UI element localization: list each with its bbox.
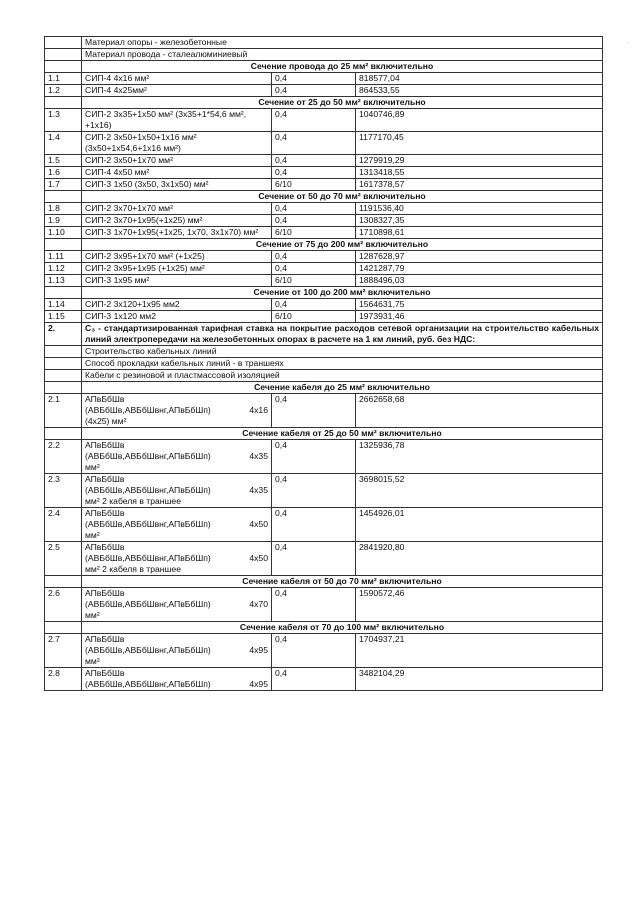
document-page	[44, 36, 602, 691]
cable-variant-line	[85, 485, 268, 496]
wire-name: СИП-2 3х50+1х50+1х16 мм² (3х50+1х54,6+1х16 мм²)	[82, 132, 272, 155]
voltage-value: 0,4	[272, 394, 356, 428]
table-row	[45, 179, 603, 191]
empty-cell	[45, 346, 82, 358]
cable-unit-line: мм²	[85, 610, 100, 620]
wire-name: СИП-2 3х35+1х50 мм² (3х35+1*54,6 мм², +1х16)	[82, 109, 272, 132]
cable-size: 4х35	[249, 485, 268, 495]
row-number: 1.9	[45, 215, 82, 227]
row-number: 1.1	[45, 73, 82, 85]
wire-name: СИП-3 1х50 (3х50, 3х1х50) мм²	[82, 179, 272, 191]
section-title: Сечение от 25 до 50 мм² включительно	[82, 97, 603, 109]
section-header-row	[45, 61, 603, 73]
section-label: Способ прокладки кабельных линий - в траншеях	[82, 358, 603, 370]
section-title: Сечение от 100 до 200 мм² включительно	[82, 287, 603, 299]
table-row	[45, 508, 603, 542]
page-edge-mark: ·	[627, 40, 630, 47]
section-title: Сечение кабеля от 50 до 70 мм² включительно	[82, 576, 603, 588]
voltage-value: 0,4	[272, 588, 356, 622]
rate-value: 1279919,29	[356, 155, 603, 167]
rate-value: 1704937,21	[356, 634, 603, 668]
cable-variants: (АВБбШв,АВБбШвнг,АПвБбШп)	[85, 485, 211, 495]
section-description: С₃ - стандартизированная тарифная ставка на покрытие расходов сетевой организации на строительство кабельных линий электропередачи на железобетонных опорах в расчете на 1 км линий, руб. без НДС:	[82, 323, 603, 346]
cable-size: 4х50	[249, 553, 268, 563]
voltage-value: 0,4	[272, 132, 356, 155]
table-row	[45, 251, 603, 263]
empty-cell	[45, 239, 82, 251]
cable-size: 4х35	[249, 451, 268, 461]
voltage-value: 6/10	[272, 179, 356, 191]
rate-value: 2662658,68	[356, 394, 603, 428]
row-number: 1.11	[45, 251, 82, 263]
section2-row	[45, 323, 603, 346]
table-row	[45, 73, 603, 85]
rate-value: 1710898,61	[356, 227, 603, 239]
header-row	[45, 37, 603, 49]
rate-value: 1617378,57	[356, 179, 603, 191]
table-row	[45, 85, 603, 97]
voltage-value: 0,4	[272, 203, 356, 215]
table-row	[45, 215, 603, 227]
tariff-table-body	[45, 37, 603, 691]
table-row	[45, 275, 603, 287]
table-row	[45, 588, 603, 622]
wire-name: СИП-4 4х16 мм²	[82, 73, 272, 85]
voltage-value: 0,4	[272, 440, 356, 474]
cable-name	[82, 474, 272, 508]
label-row	[45, 370, 603, 382]
row-number: 1.3	[45, 109, 82, 132]
wire-name: СИП-4 4х50 мм²	[82, 167, 272, 179]
empty-cell	[45, 358, 82, 370]
rate-value: 1177170,45	[356, 132, 603, 155]
wire-name: СИП-3 1х95 мм²	[82, 275, 272, 287]
wire-name: СИП-2 3х95+1х70 мм² (+1х25)	[82, 251, 272, 263]
voltage-value: 0,4	[272, 155, 356, 167]
rate-value: 2841920,80	[356, 542, 603, 576]
cable-variants: (АВБбШв,АВБбШвнг,АПвБбШп)	[85, 553, 211, 563]
rate-value: 1888496,03	[356, 275, 603, 287]
cable-size: 4х95	[249, 679, 268, 689]
empty-cell	[45, 576, 82, 588]
table-row	[45, 474, 603, 508]
cable-variants: (АВБбШв,АВБбШвнг,АПвБбШп)	[85, 679, 211, 689]
voltage-value: 0,4	[272, 85, 356, 97]
empty-cell	[45, 382, 82, 394]
row-number: 2.7	[45, 634, 82, 668]
row-number: 1.8	[45, 203, 82, 215]
table-row	[45, 132, 603, 155]
voltage-value: 0,4	[272, 299, 356, 311]
section-title: Сечение от 50 до 70 мм² включительно	[82, 191, 603, 203]
cable-variant-line	[85, 679, 268, 690]
cable-variant-line	[85, 405, 268, 416]
table-row	[45, 227, 603, 239]
section-header-row	[45, 622, 603, 634]
empty-cell	[45, 370, 82, 382]
section-title: Сечение кабеля от 25 до 50 мм² включительно	[82, 428, 603, 440]
wire-name: СИП-4 4х25мм²	[82, 85, 272, 97]
rate-value: 3698015,52	[356, 474, 603, 508]
row-number: 2.2	[45, 440, 82, 474]
wire-name: СИП-2 3х70+1х70 мм²	[82, 203, 272, 215]
cable-brand: АПвБбШв	[85, 542, 125, 552]
rate-value: 1313418,55	[356, 167, 603, 179]
section-title: Сечение кабеля от 70 до 100 мм² включительно	[82, 622, 603, 634]
row-number: 2.5	[45, 542, 82, 576]
rate-value: 1590572,46	[356, 588, 603, 622]
cable-unit-line: мм²	[85, 656, 100, 666]
voltage-value: 0,4	[272, 474, 356, 508]
voltage-value: 0,4	[272, 634, 356, 668]
cable-variant-line	[85, 553, 268, 564]
table-row	[45, 263, 603, 275]
cable-name	[82, 634, 272, 668]
voltage-value: 0,4	[272, 73, 356, 85]
empty-cell	[45, 622, 82, 634]
cable-variants: (АВБбШв,АВБбШвнг,АПвБбШп)	[85, 405, 211, 415]
section-title: Сечение провода до 25 мм² включительно	[82, 61, 603, 73]
row-number: 2.4	[45, 508, 82, 542]
wire-name: СИП-3 1х120 мм2	[82, 311, 272, 323]
voltage-value: 0,4	[272, 668, 356, 691]
table-row	[45, 167, 603, 179]
rate-value: 1040746,89	[356, 109, 603, 132]
cable-brand: АПвБбШв	[85, 588, 125, 598]
cable-variants: (АВБбШв,АВБбШвнг,АПвБбШп)	[85, 451, 211, 461]
row-number: 1.7	[45, 179, 82, 191]
row-number: 1.5	[45, 155, 82, 167]
cable-variant-line	[85, 599, 268, 610]
table-row	[45, 155, 603, 167]
table-row	[45, 634, 603, 668]
table-row	[45, 311, 603, 323]
voltage-value: 6/10	[272, 311, 356, 323]
empty-cell	[45, 61, 82, 73]
cable-unit-line: мм² 2 кабеля в траншее	[85, 496, 181, 506]
header-row	[45, 49, 603, 61]
header-label: Материал опоры - железобетонные	[82, 37, 603, 49]
cable-size: 4х70	[249, 599, 268, 609]
voltage-value: 6/10	[272, 275, 356, 287]
table-row	[45, 109, 603, 132]
empty-cell	[45, 97, 82, 109]
rate-value: 1421287,79	[356, 263, 603, 275]
voltage-value: 0,4	[272, 215, 356, 227]
table-row	[45, 668, 603, 691]
cable-name	[82, 588, 272, 622]
section-label: Строительство кабельных линий	[82, 346, 603, 358]
rate-value: 818577,04	[356, 73, 603, 85]
cable-variants: (АВБбШв,АВБбШвнг,АПвБбШп)	[85, 519, 211, 529]
cable-brand: АПвБбШв	[85, 634, 125, 644]
row-number: 1.12	[45, 263, 82, 275]
header-label: Материал провода - сталеалюминиевый	[82, 49, 603, 61]
row-number: 1.13	[45, 275, 82, 287]
rate-value: 1308327,35	[356, 215, 603, 227]
row-number: 1.14	[45, 299, 82, 311]
empty-cell	[45, 49, 82, 61]
cable-brand: АПвБбШв	[85, 508, 125, 518]
empty-cell	[45, 287, 82, 299]
cable-variant-line	[85, 645, 268, 656]
cable-brand: АПвБбШв	[85, 440, 125, 450]
row-number: 2.8	[45, 668, 82, 691]
label-row	[45, 358, 603, 370]
voltage-value: 0,4	[272, 167, 356, 179]
cable-name	[82, 508, 272, 542]
table-row	[45, 440, 603, 474]
rate-value: 1191536,40	[356, 203, 603, 215]
rate-value: 1564631,75	[356, 299, 603, 311]
cable-name	[82, 542, 272, 576]
section-header-row	[45, 428, 603, 440]
empty-cell	[45, 191, 82, 203]
voltage-value: 6/10	[272, 227, 356, 239]
section-header-row	[45, 382, 603, 394]
section-title: Сечение от 75 до 200 мм² включительно	[82, 239, 603, 251]
table-row	[45, 394, 603, 428]
section-header-row	[45, 287, 603, 299]
cable-name	[82, 394, 272, 428]
row-number: 1.15	[45, 311, 82, 323]
wire-name: СИП-2 3х70+1х95(+1х25) мм²	[82, 215, 272, 227]
rate-value: 864533,55	[356, 85, 603, 97]
cable-size: 4х50	[249, 519, 268, 529]
rate-value: 1325936,78	[356, 440, 603, 474]
cable-size: 4х95	[249, 645, 268, 655]
empty-cell	[45, 428, 82, 440]
row-number: 1.10	[45, 227, 82, 239]
voltage-value: 0,4	[272, 508, 356, 542]
section-label: Кабели с резиновой и пластмассовой изоляцией	[82, 370, 603, 382]
row-number: 2.1	[45, 394, 82, 428]
section-header-row	[45, 239, 603, 251]
tariff-table	[44, 36, 603, 691]
cable-name	[82, 668, 272, 691]
rate-value: 3482104,29	[356, 668, 603, 691]
cable-size: 4х16	[249, 405, 268, 415]
empty-cell	[45, 37, 82, 49]
section-header-row	[45, 191, 603, 203]
row-number: 1.6	[45, 167, 82, 179]
row-number: 1.2	[45, 85, 82, 97]
cable-unit-line: мм² 2 кабеля в траншее	[85, 564, 181, 574]
wire-name: СИП-2 3х95+1х95 (+1х25) мм²	[82, 263, 272, 275]
row-number: 1.4	[45, 132, 82, 155]
row-number: 2.3	[45, 474, 82, 508]
wire-name: СИП-2 3х50+1х70 мм²	[82, 155, 272, 167]
section-number: 2.	[45, 323, 82, 346]
cable-name	[82, 440, 272, 474]
table-row	[45, 203, 603, 215]
cable-variant-line	[85, 451, 268, 462]
rate-value: 1454926,01	[356, 508, 603, 542]
table-row	[45, 299, 603, 311]
voltage-value: 0,4	[272, 251, 356, 263]
wire-name: СИП-2 3х120+1х95 мм2	[82, 299, 272, 311]
label-row	[45, 346, 603, 358]
cable-variants: (АВБбШв,АВБбШвнг,АПвБбШп)	[85, 599, 211, 609]
voltage-value: 0,4	[272, 542, 356, 576]
row-number: 2.6	[45, 588, 82, 622]
section-header-row	[45, 97, 603, 109]
section-header-row	[45, 576, 603, 588]
cable-unit-line: мм²	[85, 462, 100, 472]
section-title: Сечение кабеля до 25 мм² включительно	[82, 382, 603, 394]
cable-brand: АПвБбШв	[85, 394, 125, 404]
cable-unit-line: мм²	[85, 530, 100, 540]
table-row	[45, 542, 603, 576]
rate-value: 1287628,97	[356, 251, 603, 263]
cable-brand: АПвБбШв	[85, 668, 125, 678]
cable-variants: (АВБбШв,АВБбШвнг,АПвБбШп)	[85, 645, 211, 655]
voltage-value: 0,4	[272, 263, 356, 275]
wire-name: СИП-3 1х70+1х95(+1х25, 1х70, 3х1х70) мм²	[82, 227, 272, 239]
rate-value: 1973931,46	[356, 311, 603, 323]
cable-brand: АПвБбШв	[85, 474, 125, 484]
cable-variant-line	[85, 519, 268, 530]
cable-unit-line: (4х25) мм²	[85, 416, 127, 426]
voltage-value: 0,4	[272, 109, 356, 132]
